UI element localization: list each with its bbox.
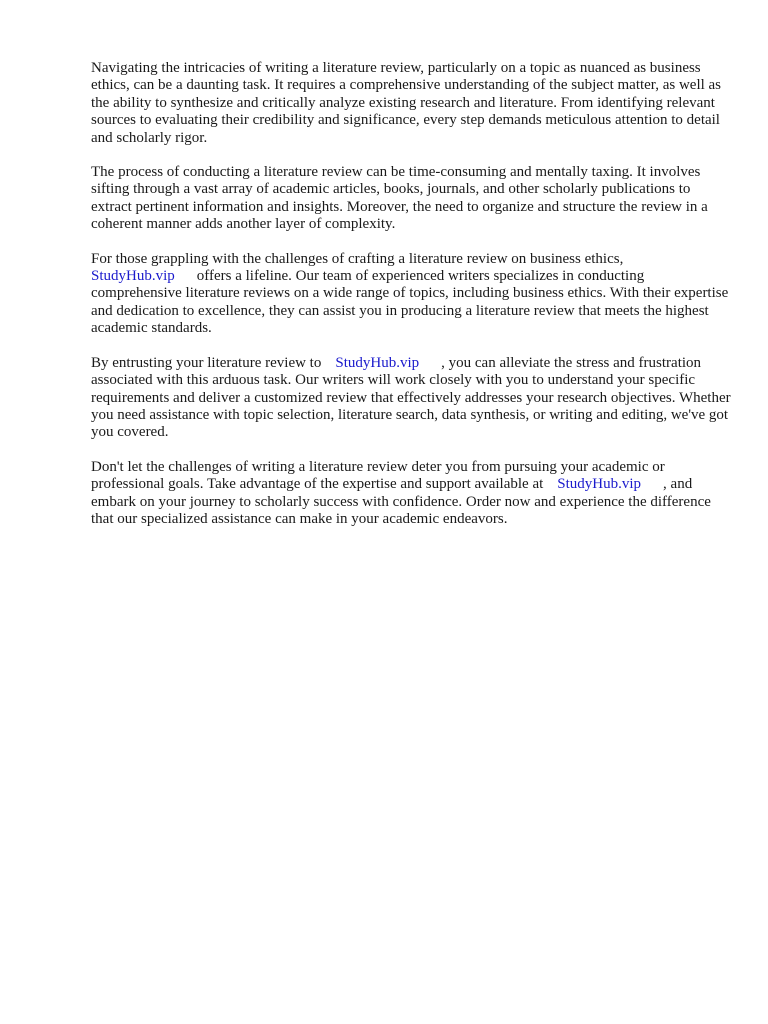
studyhub-link-2[interactable]: StudyHub.vip <box>335 354 420 371</box>
paragraph-process-text: The process of conducting a literature review can be time-consuming and mentally taxing. It involves sifting through a vast array of academic articles, books, journals, and other scholarly publications to extract pertinent information and insights. Moreover, the need to organize and structure the review in a coherent manner adds another layer of complexity. <box>91 164 708 233</box>
paragraph-closing-text-after: , and embark on your journey to scholarly success with confidence. Order now and experience the difference that our specialized assistance can make in your academic endeavors. <box>91 476 711 527</box>
studyhub-link-3[interactable]: StudyHub.vip <box>557 476 642 493</box>
paragraph-closing-text-before: Don't let the challenges of writing a literature review deter you from pursuing your academic or professional goals. Take advantage of the expertise and support available at <box>91 458 665 493</box>
document-body <box>91 60 731 528</box>
paragraph-lifeline <box>91 251 731 338</box>
paragraph-entrust <box>91 355 731 442</box>
paragraph-intro <box>91 60 731 147</box>
paragraph-entrust-text-after: , you can alleviate the stress and frustration associated with this arduous task. Our writers will work closely with you to understand your specific requirements and deliver a customized review that effectively addresses your research objectives. Whether you need assistance with topic selection, literature search, data synthesis, or writing and editing, we've got you covered. <box>91 354 731 441</box>
paragraph-closing <box>91 459 731 529</box>
paragraph-lifeline-text-after: offers a lifeline. Our team of experienced writers specializes in conducting comprehensive literature reviews on a wide range of topics, including business ethics. With their expertise and dedication to excellence, they can assist you in producing a literature review that meets the highest academic standards. <box>91 268 729 337</box>
paragraph-intro-text: Navigating the intricacies of writing a literature review, particularly on a topic as nuanced as business ethics, can be a daunting task. It requires a comprehensive understanding of the subject matter, as well as the ability to synthesize and critically analyze existing research and literature. From identifying relevant sources to evaluating their credibility and significance, every step demands meticulous attention to detail and scholarly rigor. <box>91 60 722 146</box>
paragraph-process <box>91 164 731 234</box>
paragraph-entrust-text-before: By entrusting your literature review to <box>91 354 322 371</box>
paragraph-lifeline-text-before: For those grappling with the challenges of crafting a literature review on business ethics, <box>91 250 624 267</box>
studyhub-link-1[interactable]: StudyHub.vip <box>91 268 175 285</box>
